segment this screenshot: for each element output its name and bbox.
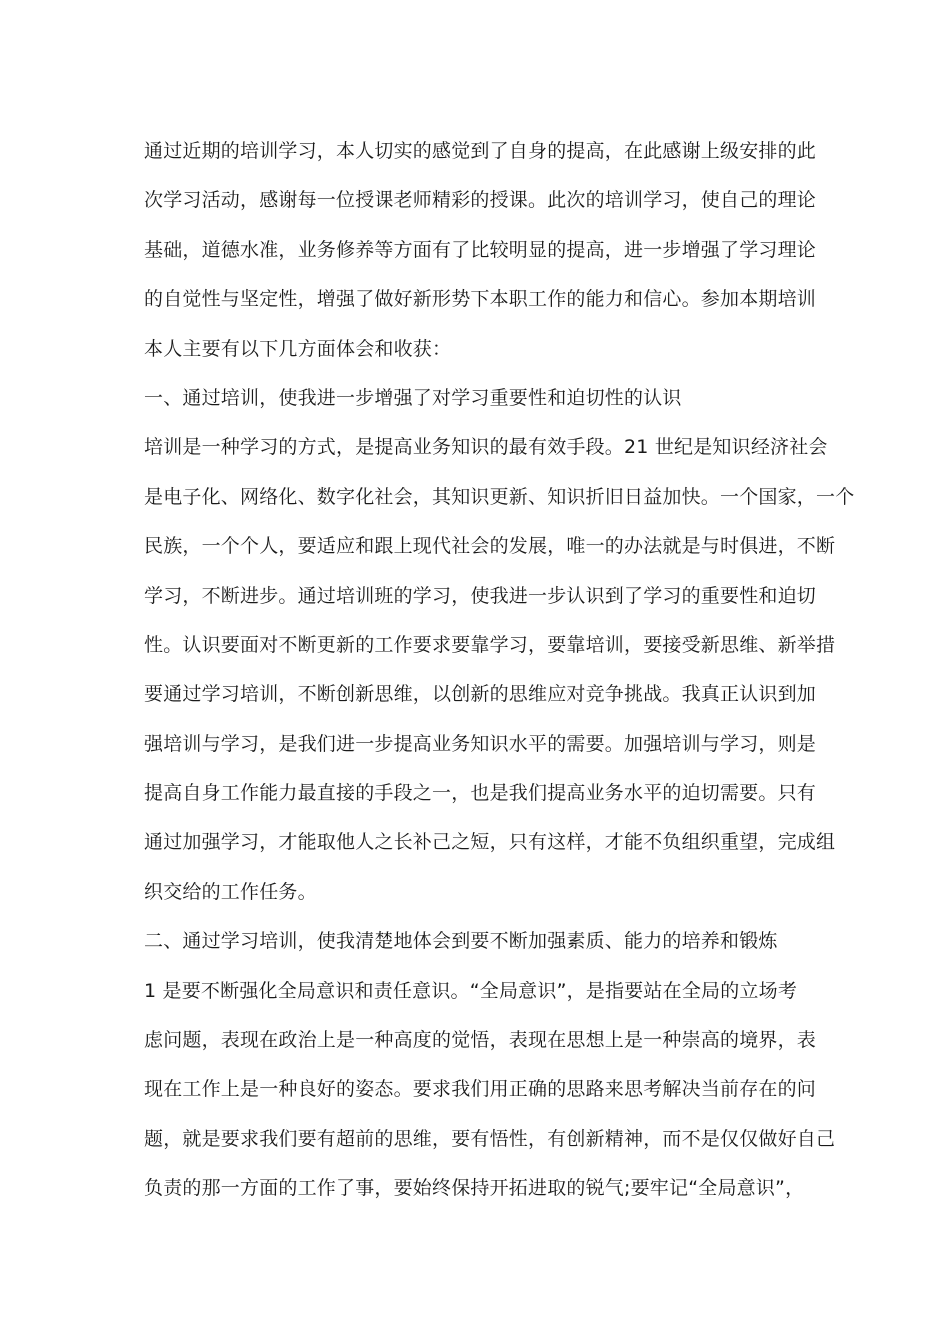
paragraph-line: 次学习活动，感谢每一位授课老师精彩的授课。此次的培训学习，使自己的理论 xyxy=(144,189,817,212)
paragraph-line: 民族，一个个人，要适应和跟上现代社会的发展，唯一的办法就是与时俱进，不断 xyxy=(144,535,836,558)
paragraph-line: 现在工作上是一种良好的姿态。要求我们用正确的思路来思考解决当前存在的问 xyxy=(144,1078,817,1101)
paragraph-line: 虑问题，表现在政治上是一种高度的觉悟，表现在思想上是一种崇高的境界，表 xyxy=(144,1029,817,1052)
paragraph-line: 性。认识要面对不断更新的工作要求要靠学习，要靠培训，要接受新思维、新举措 xyxy=(144,633,836,656)
paragraph-line: 培训是一种学习的方式，是提高业务知识的最有效手段。21 世纪是知识经济社会 xyxy=(144,436,828,459)
paragraph-line: 通过加强学习，才能取他人之长补己之短，只有这样，才能不负组织重望，完成组 xyxy=(144,831,836,854)
paragraph-line: 通过近期的培训学习，本人切实的感觉到了自身的提高，在此感谢上级安排的此 xyxy=(144,140,817,162)
paragraph-line: 是电子化、网络化、数字化社会，其知识更新、知识折旧日益加快。一个国家，一个 xyxy=(144,485,855,508)
paragraph-line: 织交给的工作任务。 xyxy=(144,880,317,903)
paragraph-line: 强培训与学习，是我们进一步提高业务知识水平的需要。加强培训与学习，则是 xyxy=(144,732,817,755)
paragraph-line: 学习，不断进步。通过培训班的学习，使我进一步认识到了学习的重要性和迫切 xyxy=(144,584,817,607)
paragraph-line: 基础，道德水准，业务修养等方面有了比较明显的提高，进一步增强了学习理论 xyxy=(144,238,817,261)
paragraph-line: 本人主要有以下几方面体会和收获： xyxy=(144,337,452,360)
document-body xyxy=(144,129,855,1216)
paragraph-line: 要通过学习培训，不断创新思维，以创新的思维应对竞争挑战。我真正认识到加 xyxy=(144,683,817,706)
paragraph-line: 负责的那一方面的工作了事，要始终保持开拓进取的锐气;要牢记“全局意识”， xyxy=(144,1177,805,1200)
paragraph-line: 1 是要不断强化全局意识和责任意识。“全局意识”，是指要站在全局的立场考 xyxy=(144,979,798,1002)
section-heading: 二、通过学习培训，使我清楚地体会到要不断加强素质、能力的培养和锻炼 xyxy=(144,930,778,953)
paragraph-line: 题，就是要求我们要有超前的思维，要有悟性，有创新精神，而不是仅仅做好自己 xyxy=(144,1127,836,1150)
paragraph-line: 的自觉性与坚定性，增强了做好新形势下本职工作的能力和信心。参加本期培训 xyxy=(144,288,817,311)
paragraph-line: 提高自身工作能力最直接的手段之一，也是我们提高业务水平的迫切需要。只有 xyxy=(144,782,817,805)
section-heading: 一、通过培训，使我进一步增强了对学习重要性和迫切性的认识 xyxy=(144,386,682,409)
